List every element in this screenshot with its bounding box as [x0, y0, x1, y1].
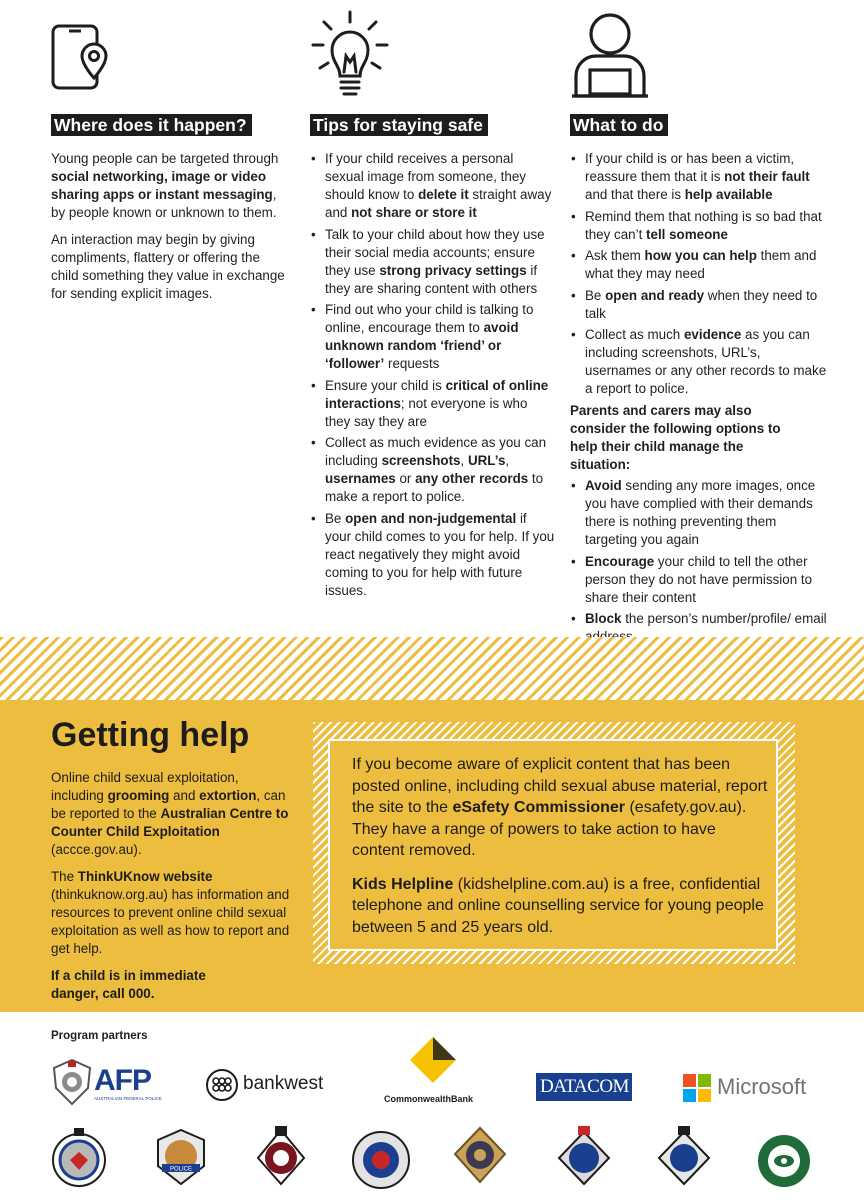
list-item: • If your child receives a personal sexual image from someone, they should know to delete it straight away and not share or store it [310, 150, 555, 222]
options-list [570, 477, 830, 646]
tips-column [310, 10, 555, 604]
list-item: • Ask them how you can help them and what they may need [570, 247, 830, 283]
list-item: • Avoid sending any more images, once you have complied with their demands there is nothing preventing them targeting you again [570, 477, 830, 549]
esafety-paragraph: If you become aware of explicit content that has been posted online, including child sexual abuse material, report the site to the eSafety Commissioner (esafety.gov.au). They have a range of powers to take action to have content removed. [352, 756, 768, 859]
todo-heading: What to do [570, 114, 668, 136]
list-item: • Be open and ready when they need to talk [570, 287, 830, 323]
help-box [328, 739, 778, 951]
kidshelpline-paragraph: Kids Helpline (kidshelpline.com.au) is a free, confidential telephone and online counselling service for young people between 5 and 25 years old. [352, 875, 764, 936]
help-paragraph-1: Online child sexual exploitation, including grooming and extortion, can be reported to the Australian Centre to Counter Child Exploitation (accce.gov.au). [51, 770, 289, 857]
police-badge-text: POLICE [169, 1166, 193, 1173]
list-item: • Block the person’s number/profile/ email [570, 610, 830, 646]
list-item: • If your child is or has been a victim, reassure them that it is not their fault and that there is help available [570, 150, 830, 204]
where-paragraph-1: Young people can be targeted through social networking, image or video sharing apps or instant messaging, by people known or unknown to them. [51, 151, 279, 220]
help-paragraph-2: The ThinkUKnow website (thinkuknow.org.au) has information and resources to prevent online child sexual exploitation as well as how to report and get help. [51, 869, 290, 956]
partners-label: Program partners [51, 1030, 148, 1042]
hatch-divider [0, 637, 864, 705]
list-item: • Ensure your child is critical of online interactions; not everyone is who they say they are [310, 377, 555, 431]
afp-subtitle: AUSTRALIAN FEDERAL POLICE [94, 1096, 162, 1101]
list-item: • Encourage your child to tell the other person they do not have permission to share their content [570, 553, 830, 607]
datacom-logo [536, 1073, 632, 1101]
list-item: • Be open and non-judgemental if your child comes to you for help. If you react negatively they might avoid coming to you for help with future issues. [310, 510, 555, 600]
afp-wordmark: AFP [94, 1064, 151, 1097]
datacom-wordmark: DATACOM [540, 1076, 629, 1097]
sa-police-seal [352, 1128, 410, 1190]
qld-police-seal [252, 1124, 310, 1186]
nt-police-seal [152, 1126, 210, 1188]
vic-police-seal [555, 1124, 613, 1186]
list-item: • Remind them that nothing is so bad that they can’t tell someone [570, 208, 830, 244]
neighbourhood-watch-seal [755, 1132, 813, 1194]
bankwest-wordmark: bankwest [243, 1073, 324, 1094]
list-item: • Find out who your child is talking to online, encourage them to avoid unknown random ‘friend’ or ‘follower’ requests [310, 301, 555, 373]
tips-list [310, 150, 555, 600]
commbank-wordmark: CommonwealthBank [384, 1094, 474, 1104]
lightbulb-icon [310, 10, 555, 110]
where-paragraph-2: An interaction may begin by giving compliments, flattery or offering the child something they value in exchange for sending explicit images. [51, 232, 285, 301]
todo-column [570, 10, 830, 650]
commbank-logo [382, 1035, 492, 1107]
where-heading: Where does it happen? [51, 114, 252, 136]
tips-heading: Tips for staying safe [310, 114, 488, 136]
afp-logo [50, 1058, 165, 1108]
list-item: • Collect as much evidence as you can including screenshots, URL’s, usernames or any other records to make a report to police. [310, 434, 555, 506]
todo-subheading: Parents and carers may also consider the following options to help their child manage the situation: [570, 402, 781, 472]
bankwest-logo [205, 1066, 340, 1106]
microsoft-logo [683, 1073, 818, 1103]
help-text [51, 769, 291, 1012]
nsw-police-seal [50, 1126, 108, 1188]
wa-police-seal [655, 1124, 713, 1186]
person-laptop-icon [570, 10, 830, 110]
list-item: • Talk to your child about how they use their social media accounts; ensure they use strong privacy settings if they are sharing content with others [310, 226, 555, 298]
phone-location-icon [51, 10, 291, 110]
where-column [51, 10, 291, 312]
help-emergency: If a child is in immediate danger, call 000. [51, 968, 206, 1001]
help-title: Getting help [51, 716, 250, 754]
microsoft-wordmark: Microsoft [717, 1074, 807, 1099]
todo-list [570, 150, 830, 398]
list-item: • Collect as much evidence as you can including screenshots, URL’s, usernames or any other records to make a report to police. [570, 326, 830, 398]
tas-police-seal [451, 1124, 509, 1186]
